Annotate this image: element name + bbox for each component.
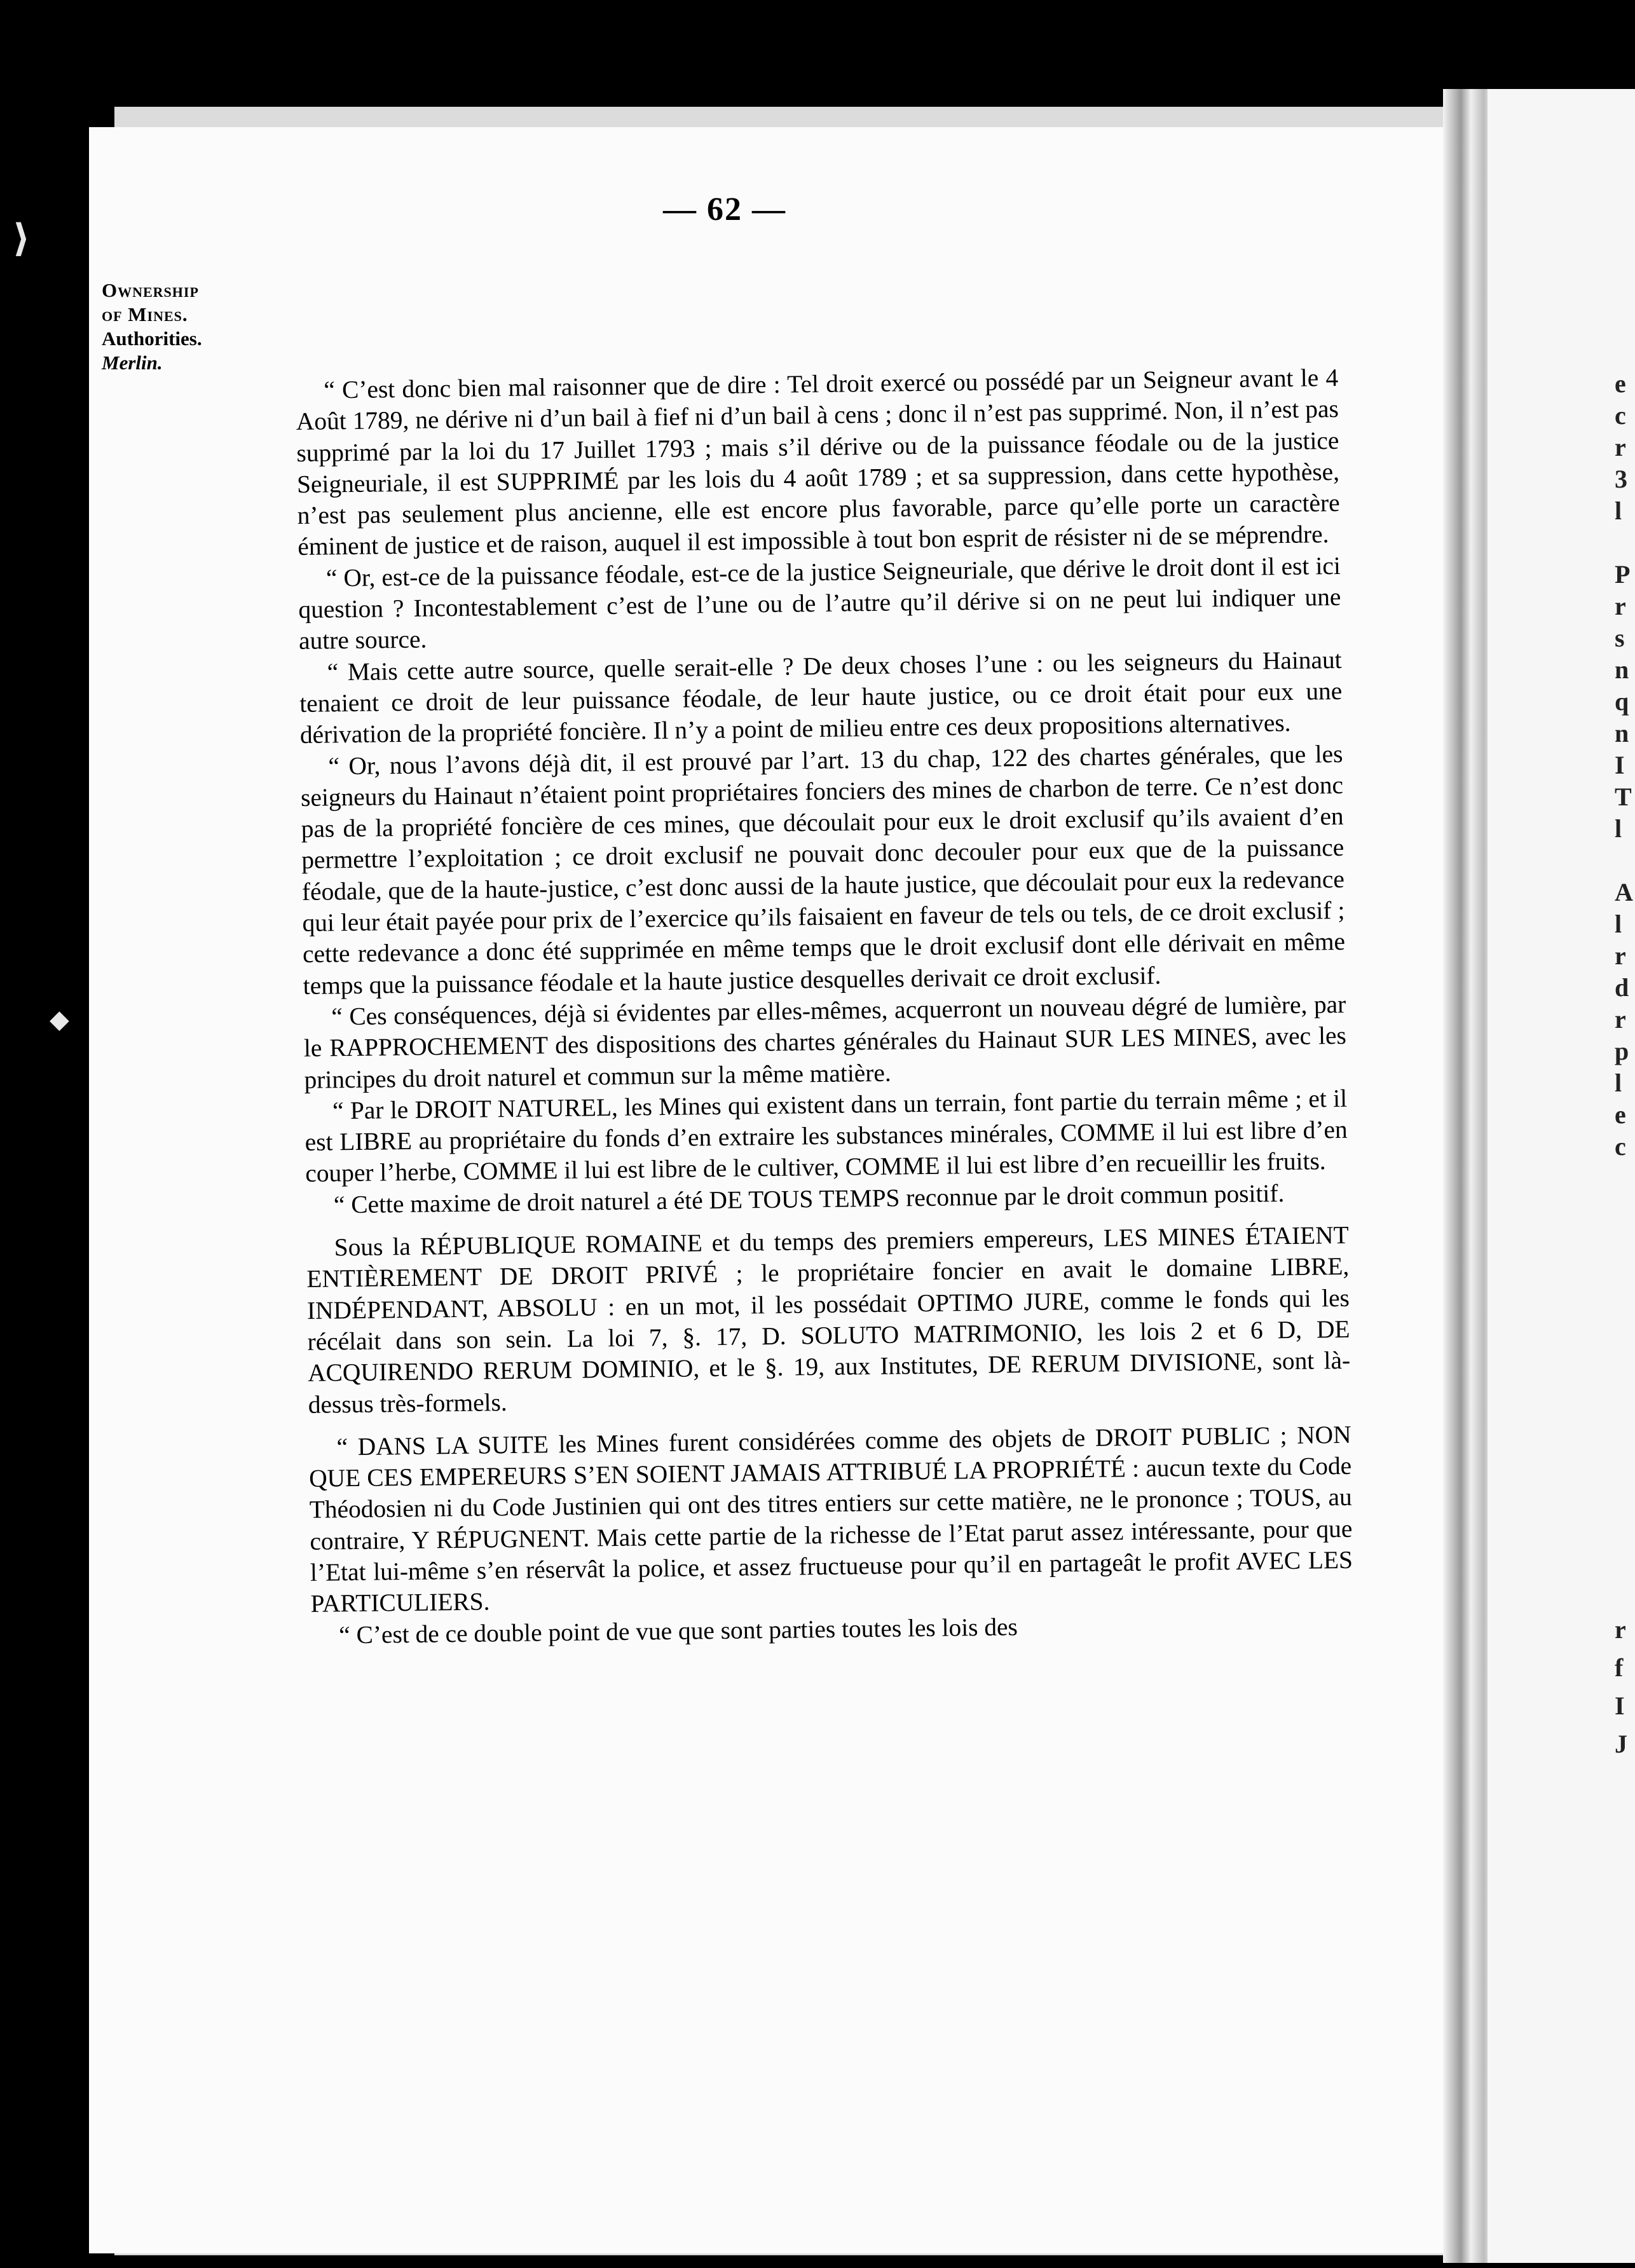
paragraph: “ Mais cette autre source, quelle serait-elle ? De deux choses l’une : ou les seigneurs du Hainaut tenaient ce droit de leur puissance féodale, de leur haute justice, ou ce droit était pour eux une dérivation de la propriété foncière. Il n’y a point de milieu entre ces deux propositions alternatives. [299,645,1343,749]
margin-note-line: Authorities. [102,327,202,350]
paragraph: “ Cette maxime de droit naturel a été DE TOUS TEMPS reconnue par le droit commun positif. [333,1178,1285,1219]
facing-page-letter: T [1615,782,1632,811]
paragraph: “ Par le DROIT NATUREL, les Mines qui existent dans un terrain, font partie du terrain même ; et il est LIBRE au propriétaire du fonds d’en extraire les substances minérales, COMME il lui est libre d’en couper l’herbe, COMME il lui est libre de le cultiver, COMME il lui est libre d’en recueillir les fruits. [304,1084,1348,1188]
facing-page-letter: 3 [1615,465,1627,493]
facing-page-letter: e [1615,369,1626,398]
paragraph: “ C’est donc bien mal raisonner que de dire : Tel droit exercé ou possédé par un Seigneur avant le 4 Août 1789, ne dérive ni d’un bail à fief ni d’un bail à cens ; donc il n’est pas supprimé. Non, il n’est pas supprimé par la loi du 17 Juillet 1793 ; mais s’il dérive ou de la puissance féodale ou de la justice Seigneuriale, il est SUPPRIMÉ par les lois du 4 août 1789 ; et sa suppression, dans cette hypothèse, n’est pas seulement plus ancienne, elle est encore plus favorable, parce qu’elle porte un caractère éminent de justice et de raison, auquel il est impossible à tout bon esprit de résister ni de se méprendre. [296,363,1340,561]
facing-page-letter: A [1615,878,1633,906]
scan-artifact: ⟩ [13,217,31,259]
facing-page-letter: r [1615,1615,1626,1644]
scan-artifact: ◆ [50,1005,69,1034]
facing-page-letter: l [1615,910,1622,938]
facing-page-letter: c [1615,401,1626,430]
facing-page-letter: r [1615,1005,1626,1034]
paragraph: “ Ces conséquences, déjà si évidentes par elles-mêmes, acquerront un nouveau dégré de lumière, par le RAPPROCHEMENT des dispositions des chartes générales du Hainaut SUR LES MINES, avec les principes du droit naturel et commun sur la même matière. [303,990,1347,1094]
page-number: — 62 — [663,191,786,228]
body-text [296,362,1353,1651]
facing-page-letter: f [1615,1653,1624,1682]
facing-page-letter: c [1615,1132,1626,1161]
facing-page-letter: s [1615,624,1625,652]
facing-page-letter: r [1615,592,1626,620]
margin-note-line: of Mines. [102,303,188,325]
margin-note [102,278,267,375]
paragraph: “ Or, est-ce de la puissance féodale, est-ce de la justice Seigneuriale, que dérive le droit dont il est ici question ? Incontestablement c’est de l’une ou de l’autre qu’il dérive si on ne peut lui indiquer une autre source. [298,551,1341,655]
facing-page-letter: q [1615,687,1629,716]
facing-page-letter: r [1615,433,1626,461]
facing-page-letter: d [1615,973,1629,1002]
facing-page-edge [1488,89,1635,2263]
facing-page-letter: P [1615,560,1631,589]
facing-page-letter: I [1615,751,1625,779]
facing-page-letter: n [1615,655,1629,684]
facing-page-letter: l [1615,1069,1622,1097]
facing-page-letter: r [1615,941,1626,970]
facing-page-letter: p [1615,1037,1629,1065]
margin-note-line: Ownership [102,279,199,301]
paragraph: “ C’est de ce double point de vue que sont parties toutes les lois des [338,1612,1018,1649]
facing-page-letter: l [1615,496,1622,525]
facing-page-letter: J [1615,1730,1627,1758]
facing-page-letter: l [1615,814,1622,843]
facing-page-letter: e [1615,1100,1626,1129]
book-gutter [1443,89,1494,2263]
facing-page-letter: n [1615,719,1629,748]
paragraph: “ DANS LA SUITE les Mines furent considérées comme des objets de DROIT PUBLIC ; NON QUE CES EMPEREURS S’EN SOIENT JAMAIS ATTRIBUÉ LA PROPRIÉTÉ : aucun texte du Code Théodosien ni du Code Justinien qui ont des titres entiers sur cette matière, ne le prononce ; TOUS, au contraire, Y RÉPUGNENT. Mais cette partie de la richesse de l’Etat parut assez intéressante, pour que l’Etat lui-même s’en réservât la police, et assez fructueuse pour qu’il en partageât le profit AVEC LES PARTICULIERS. [308,1420,1353,1618]
paragraph: Sous la RÉPUBLIQUE ROMAINE et du temps des premiers empereurs, LES MINES ÉTAIENT ENTIÈREMENT DE DROIT PRIVÉ ; le propriétaire foncier en avait le domaine LIBRE, INDÉPENDANT, ABSOLU : en un mot, il les possédait OPTIMO JURE, comme le fonds qui les récélait dans son sein. La loi 7, §. 17, D. SOLUTO MATRIMONIO, les lois 2 et 6 D, DE ACQUIRENDO RERUM DOMINIO, et le §. 19, aux Institutes, DE RERUM DIVISIONE, sont là-dessus très-formels. [306,1220,1351,1419]
margin-note-line: Merlin. [102,352,163,374]
facing-page-letter: I [1615,1691,1625,1720]
paragraph: “ Or, nous l’avons déjà dit, il est prouvé par l’art. 13 du chap, 122 des chartes générales, que les seigneurs du Hainaut n’étaient point propriétaires fonciers des mines de charbon de terre. Ce n’est donc pas de la propriété foncière de ces mines, que découlait pour eux le droit exclusif qu’ils avaient d’en permettre l’exploitation ; ce droit exclusif ne pouvait donc decouler pour eux que de la puissance féodale, que de la haute-justice, c’est donc aussi de la haute justice, que découlait pour eux la redevance qui leur était payée pour prix de l’exercice qu’ils faisaient en faveur de tels ou tels, de ce droit exclusif ; cette redevance a donc été supprimée en même temps que le droit exclusif dont elle dérivait en même temps que la puissance féodale et la haute justice desquelles derivait ce droit exclusif. [300,739,1346,1000]
